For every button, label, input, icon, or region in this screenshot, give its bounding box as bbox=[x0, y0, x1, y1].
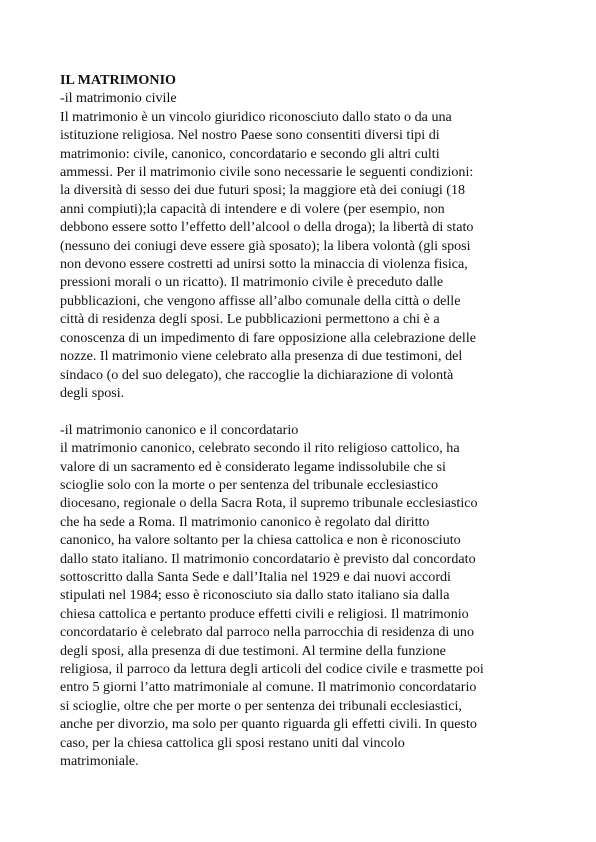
text-line: istituzione religiosa. Nel nostro Paese sono consentiti diversi tipi di bbox=[60, 127, 440, 144]
text-line: (nessuno dei coniugi deve essere già sposato); la libera volontà (gli sposi bbox=[60, 237, 471, 254]
text-line: ammessi. Per il matrimonio civile sono necessarie le seguenti condizioni: bbox=[60, 164, 474, 181]
text-line: città di residenza degli sposi. Le pubblicazioni permettono a chi è a bbox=[60, 311, 440, 328]
text-line: il matrimonio canonico, celebrato secondo il rito religioso cattolico, ha bbox=[60, 440, 460, 457]
text-line: canonico, ha valore soltanto per la chiesa cattolica e non è riconosciuto bbox=[60, 532, 461, 549]
section-body-canonical bbox=[60, 439, 546, 770]
text-line: religiosa, il parroco da lettura degli articoli del codice civile e trasmette poi bbox=[60, 660, 484, 677]
text-line: pressioni morali o un ricatto). Il matrimonio civile è preceduto dalle bbox=[60, 274, 444, 291]
section-body-civil bbox=[60, 108, 546, 403]
text-line: la diversità di sesso dei due futuri sposi; la maggiore età dei coniugi (18 bbox=[60, 182, 466, 199]
text-line: conoscenza di un impedimento di fare opposizione alla celebrazione delle bbox=[60, 329, 476, 346]
text-line: debbono essere sotto l’effetto dell’alcool o della droga); la libertà di stato bbox=[60, 219, 474, 236]
text-line: anni compiuti);la capacità di intendere e di volere (per esempio, non bbox=[60, 200, 445, 217]
text-line: pubblicazioni, che vengono affisse all’albo comunale della città o delle bbox=[60, 292, 461, 309]
text-line: caso, per la chiesa cattolica gli sposi restano uniti dal vincolo bbox=[60, 734, 405, 751]
text-line: entro 5 giorni l’atto matrimoniale al comune. Il matrimonio concordatario bbox=[60, 679, 477, 696]
text-line: che ha sede a Roma. Il matrimonio canonico è regolato dal diritto bbox=[60, 513, 430, 530]
text-line: nozze. Il matrimonio viene celebrato alla presenza di due testimoni, del bbox=[60, 348, 463, 365]
text-line: degli sposi, alla presenza di due testimoni. Al termine della funzione bbox=[60, 642, 446, 659]
section-canonical bbox=[60, 421, 546, 771]
text-line: degli sposi. bbox=[60, 384, 125, 401]
text-line: concordatario è celebrato dal parroco nella parrocchia di residenza di uno bbox=[60, 624, 474, 641]
text-line: stipulati nel 1984; esso è riconosciuto sia dallo stato italiano sia dalla bbox=[60, 587, 450, 604]
document-page bbox=[60, 71, 546, 770]
section-heading-civil: -il matrimonio civile bbox=[60, 90, 177, 107]
text-line: Il matrimonio è un vincolo giuridico riconosciuto dallo stato o da una bbox=[60, 108, 452, 125]
text-line: non devono essere costretti ad unirsi sotto la minaccia di violenza fisica, bbox=[60, 256, 468, 273]
text-line: matrimonio: civile, canonico, concordatario e secondo gli altri culti bbox=[60, 145, 440, 162]
text-line: diocesano, regionale o della Sacra Rota, il supremo tribunale ecclesiastico bbox=[60, 495, 478, 512]
text-line: sindaco (o del suo delegato), che raccoglie la dichiarazione di volontà bbox=[60, 366, 454, 383]
text-line: sottoscritto dalla Santa Sede e dall’Italia nel 1929 e dai nuovi accordi bbox=[60, 568, 451, 585]
text-line: si scioglie, oltre che per morte o per sentenza dei tribunali ecclesiastici, bbox=[60, 697, 462, 714]
text-line: matrimoniale. bbox=[60, 753, 139, 770]
text-line: valore di un sacramento ed è considerato legame indissolubile che si bbox=[60, 458, 446, 475]
text-line: dallo stato italiano. Il matrimonio concordatario è previsto dal concordato bbox=[60, 550, 476, 567]
section-heading-canonical: -il matrimonio canonico e il concordatario bbox=[60, 421, 299, 438]
text-line: anche per divorzio, ma solo per quanto riguarda gli effetti civili. In questo bbox=[60, 716, 477, 733]
text-line: chiesa cattolica e pertanto produce effetti civili e religiosi. Il matrimonio bbox=[60, 605, 469, 622]
paragraph-gap bbox=[60, 402, 546, 420]
document-title: IL MATRIMONIO bbox=[60, 72, 177, 88]
section-civil bbox=[60, 89, 546, 402]
text-line: scioglie solo con la morte o per sentenza del tribunale ecclesiastico bbox=[60, 476, 439, 493]
